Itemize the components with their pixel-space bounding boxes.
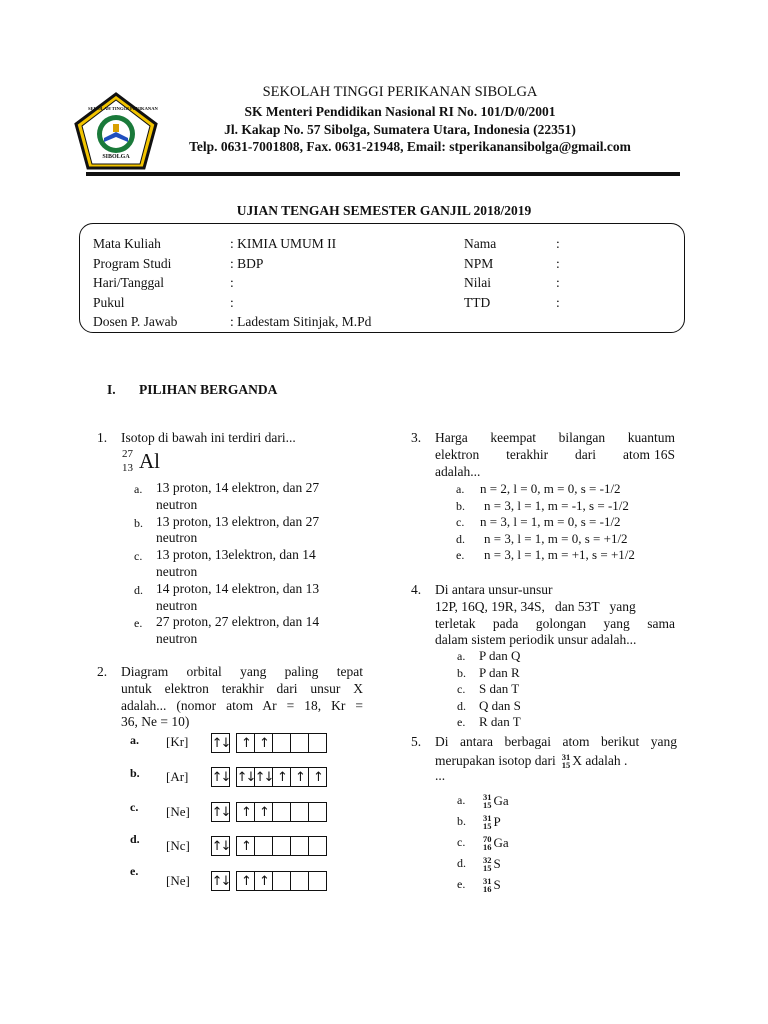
s-orbital: ↑↓ [211, 871, 230, 891]
q5-line-part: merupakan isotop dari [435, 752, 556, 768]
p-orbital [308, 836, 327, 856]
p-orbital [272, 733, 291, 753]
option-letter: d. [456, 531, 465, 546]
nuclide [483, 856, 492, 872]
info-label: NPM [464, 255, 494, 271]
info-label: Program Studi [93, 255, 172, 271]
option-letter: b. [134, 515, 143, 530]
list-item[interactable] [457, 832, 509, 853]
option-letter: a. [134, 482, 143, 496]
option-text: R dan T [479, 714, 521, 729]
info-value: : KIMIA UMUM II [230, 236, 337, 251]
option-letter: a. [457, 793, 466, 807]
p-orbital [308, 802, 327, 822]
nuclide [483, 835, 492, 851]
option-letter: a. [456, 482, 465, 496]
atomic-number: 16 [483, 883, 492, 894]
option-letter: c. [134, 549, 143, 564]
list-item[interactable] [456, 481, 635, 498]
p-orbital [290, 733, 309, 753]
p-orbital: ↑ [254, 733, 273, 753]
info-row [464, 293, 560, 313]
option-text-cont: neutron [156, 496, 198, 512]
info-row [93, 312, 371, 332]
q3-number: 3. [411, 430, 422, 445]
logo-top-text: SEKOLAH TINGGI PERIKANAN [88, 106, 158, 111]
q1-options [134, 480, 364, 648]
exam-title: UJIAN TENGAH SEMESTER GANJIL 2018/2019 [236, 203, 532, 218]
info-row [464, 234, 560, 254]
q3-element: 16S [653, 446, 675, 462]
q1-mass-number: 27 [122, 448, 133, 460]
orbital-diagram [211, 802, 327, 822]
info-row [464, 273, 560, 293]
p-orbital: ↑ [236, 836, 255, 856]
option-text: 13 proton, 14 elektron, dan 27 [156, 480, 320, 495]
option-symbol: Ga [493, 792, 509, 808]
p-orbital: ↑ [308, 767, 327, 787]
orbital-diagram [211, 871, 327, 891]
list-item[interactable] [457, 714, 521, 731]
p-orbital [290, 836, 309, 856]
option-letter: e. [130, 864, 139, 878]
q1-symbol: Al [139, 449, 160, 473]
q5-line: ... [435, 767, 446, 783]
q1-isotope [122, 448, 172, 476]
q2-line: untuk elektron terakhir dari unsur X [121, 680, 363, 696]
option-text-cont: neutron [156, 530, 198, 546]
q4-number: 4. [411, 582, 422, 597]
option-text: 13 proton, 13elektron, dan 14 [156, 547, 316, 563]
q4-line: 12P, 16Q, 19R, 34S, dan 53T yang [435, 598, 636, 614]
option-text: 13 proton, 13 elektron, dan 27 [156, 513, 320, 529]
header-divider [86, 172, 680, 176]
q5-line: Di antara berbagai atom berikut yang [435, 734, 677, 749]
option-text: n = 3, l = 1, m = -1, s = -1/2 [484, 497, 629, 513]
info-value: : [556, 236, 560, 251]
q3-line [435, 447, 675, 464]
atomic-number: 15 [483, 820, 492, 831]
option-letter: b. [457, 665, 466, 680]
s-orbital: ↑↓ [211, 836, 230, 856]
q2-line: Diagram orbital yang paling tepat [121, 664, 363, 679]
school-logo [74, 92, 158, 170]
list-item[interactable] [457, 790, 509, 811]
q5-line [435, 753, 677, 770]
atomic-number: 15 [483, 862, 492, 873]
list-item[interactable] [456, 498, 635, 515]
section-number: I. [107, 382, 116, 397]
info-label: Mata Kuliah [93, 236, 161, 251]
option-letter: a. [457, 649, 466, 663]
info-right [464, 234, 560, 312]
option-letter: d. [134, 582, 143, 597]
option-text: 27 proton, 27 elektron, dan 14 [156, 614, 320, 630]
mass-number: 31 [483, 791, 492, 802]
p-orbital [272, 836, 291, 856]
list-item[interactable] [134, 614, 364, 648]
q2-line: 36, Ne = 10) [121, 714, 190, 730]
option-letter: a. [130, 733, 139, 747]
option-text: S dan T [479, 681, 520, 696]
option-text: 14 proton, 14 elektron, dan 13 [156, 580, 320, 596]
list-item[interactable] [457, 698, 521, 715]
option-symbol: Ga [493, 834, 509, 850]
info-label: TTD [464, 294, 491, 310]
q3-line: Harga keempat bilangan kuantum [435, 430, 675, 445]
orbital-diagram [211, 836, 327, 856]
p-orbital: ↑ [272, 767, 291, 787]
list-item[interactable] [457, 665, 521, 682]
mass-number: 31 [561, 752, 571, 763]
q2-line: adalah... (nomor atom Ar = 18, Kr = [121, 697, 363, 713]
info-row [93, 293, 371, 313]
p-orbital: ↑ [254, 802, 273, 822]
option-letter: d. [457, 856, 466, 870]
q2-number: 2. [97, 664, 108, 679]
contact-line: Telp. 0631-7001808, Fax. 0631-21948, Email: stperikanansibolga@gmail.com [189, 139, 631, 154]
sk-line: SK Menteri Pendidikan Nasional RI No. 101/D/0/2001 [244, 104, 556, 119]
option-letter: c. [456, 515, 465, 529]
p-orbital [254, 836, 273, 856]
option-letter: b. [457, 814, 466, 828]
option-text-cont: neutron [156, 563, 198, 579]
q2-text [121, 664, 363, 731]
p-orbital [308, 733, 327, 753]
option-text: P dan Q [479, 648, 521, 663]
info-left [93, 234, 371, 332]
atomic-number: 15 [483, 799, 492, 810]
list-item[interactable] [457, 648, 521, 665]
p-orbital [290, 871, 309, 891]
info-row [93, 273, 371, 293]
list-item[interactable] [457, 853, 509, 874]
q5-options [457, 790, 509, 895]
option-letter: c. [457, 835, 466, 849]
option-text: n = 3, l = 1, m = +1, s = +1/2 [484, 547, 635, 562]
option-symbol: S [493, 855, 501, 871]
nuclide [483, 877, 492, 893]
option-text: Q dan S [479, 697, 521, 713]
option-core: [Nc] [166, 838, 190, 853]
info-label: Dosen P. Jawab [93, 314, 178, 330]
list-item[interactable] [134, 547, 364, 581]
s-orbital: ↑↓ [211, 733, 230, 753]
logo-bottom-text: SIBOLGA [102, 154, 130, 160]
address-line: Jl. Kakap No. 57 Sibolga, Sumatera Utara, Indonesia (22351) [224, 122, 576, 137]
q5-line-part: X adalah . [572, 752, 628, 768]
option-letter: e. [134, 616, 143, 631]
p-orbital: ↑ [290, 767, 309, 787]
option-text: n = 3, l = 1, m = 0, s = -1/2 [480, 514, 621, 529]
list-item[interactable] [457, 811, 509, 832]
option-text-cont: neutron [156, 631, 198, 647]
list-item[interactable] [134, 480, 364, 514]
option-text: P dan R [479, 664, 520, 680]
list-item[interactable] [134, 581, 364, 615]
atomic-number: 16 [483, 841, 492, 852]
p-orbital [308, 871, 327, 891]
q3-text [435, 430, 675, 480]
info-value: : [556, 294, 560, 310]
option-text: n = 2, l = 0, m = 0, s = -1/2 [480, 481, 621, 496]
p-orbital: ↑ [236, 802, 255, 822]
option-core: [Ne] [166, 804, 190, 819]
info-value: : [230, 294, 234, 310]
atomic-number: 15 [561, 760, 571, 771]
info-value: : [230, 275, 234, 291]
mass-number: 31 [483, 812, 492, 823]
option-letter: b. [456, 498, 465, 513]
q4-line: terletak pada golongan yang sama [435, 615, 675, 631]
p-orbital: ↑ [236, 733, 255, 753]
q4-text [435, 582, 675, 649]
list-item[interactable] [134, 514, 364, 548]
q3-line-part: elektron terakhir dari atom [435, 446, 650, 462]
info-label: Nama [464, 236, 497, 251]
q1-atomic-number: 13 [122, 462, 133, 474]
option-letter: b. [130, 766, 140, 780]
q4-options [457, 648, 521, 731]
option-core: [Ar] [166, 769, 189, 784]
option-letter: e. [457, 715, 466, 729]
option-letter: d. [130, 832, 140, 846]
info-label: Nilai [464, 275, 491, 291]
list-item[interactable] [457, 681, 521, 698]
info-row [93, 234, 371, 254]
option-text-cont: neutron [156, 597, 198, 613]
info-value: : [556, 275, 560, 291]
section-title: PILIHAN BERGANDA [139, 382, 278, 397]
q5-number: 5. [411, 734, 422, 749]
list-item[interactable] [456, 514, 635, 531]
option-core: [Kr] [166, 734, 189, 749]
orbital-diagram [211, 733, 327, 753]
option-core: [Ne] [166, 873, 190, 888]
p-orbital: ↑↓ [236, 767, 255, 787]
list-item[interactable] [457, 874, 509, 895]
option-letter: c. [130, 800, 139, 814]
option-letter: c. [457, 682, 466, 696]
q1-text: Isotop di bawah ini terdiri dari... [121, 430, 296, 445]
s-orbital: ↑↓ [211, 767, 230, 787]
nuclide [483, 793, 492, 809]
orbital-diagram [211, 767, 327, 787]
mass-number: 70 [483, 833, 492, 844]
p-orbital: ↑↓ [254, 767, 273, 787]
mass-number: 31 [483, 875, 492, 886]
list-item[interactable] [456, 547, 635, 564]
p-orbital [290, 802, 309, 822]
option-letter: d. [457, 698, 466, 713]
list-item[interactable] [456, 531, 635, 548]
s-orbital: ↑↓ [211, 802, 230, 822]
option-symbol: S [493, 876, 501, 892]
info-label: Hari/Tanggal [93, 275, 165, 291]
q3-options [456, 481, 635, 564]
option-text: n = 3, l = 1, m = 0, s = +1/2 [484, 530, 628, 546]
option-letter: e. [457, 877, 466, 891]
option-symbol: P [493, 813, 501, 829]
p-orbital [272, 871, 291, 891]
info-value: : Ladestam Sitinjak, M.Pd [230, 314, 372, 330]
info-row [93, 254, 371, 274]
q1-number: 1. [97, 430, 108, 445]
school-name: SEKOLAH TINGGI PERIKANAN SIBOLGA [262, 84, 538, 100]
mass-number: 32 [483, 854, 492, 865]
p-orbital: ↑ [236, 871, 255, 891]
nuclide [483, 814, 492, 830]
info-label: Pukul [93, 294, 125, 310]
p-orbital: ↑ [254, 871, 273, 891]
option-letter: e. [456, 548, 465, 562]
info-value: : BDP [230, 255, 264, 271]
p-orbital [272, 802, 291, 822]
info-value: : [556, 255, 560, 271]
q5-text [435, 734, 677, 782]
q3-line: adalah... [435, 463, 481, 479]
q5-nuclide [562, 753, 571, 769]
q4-line: dalam sistem periodik unsur adalah... [435, 632, 637, 648]
info-row [464, 254, 560, 274]
q4-line: Di antara unsur-unsur [435, 582, 553, 597]
